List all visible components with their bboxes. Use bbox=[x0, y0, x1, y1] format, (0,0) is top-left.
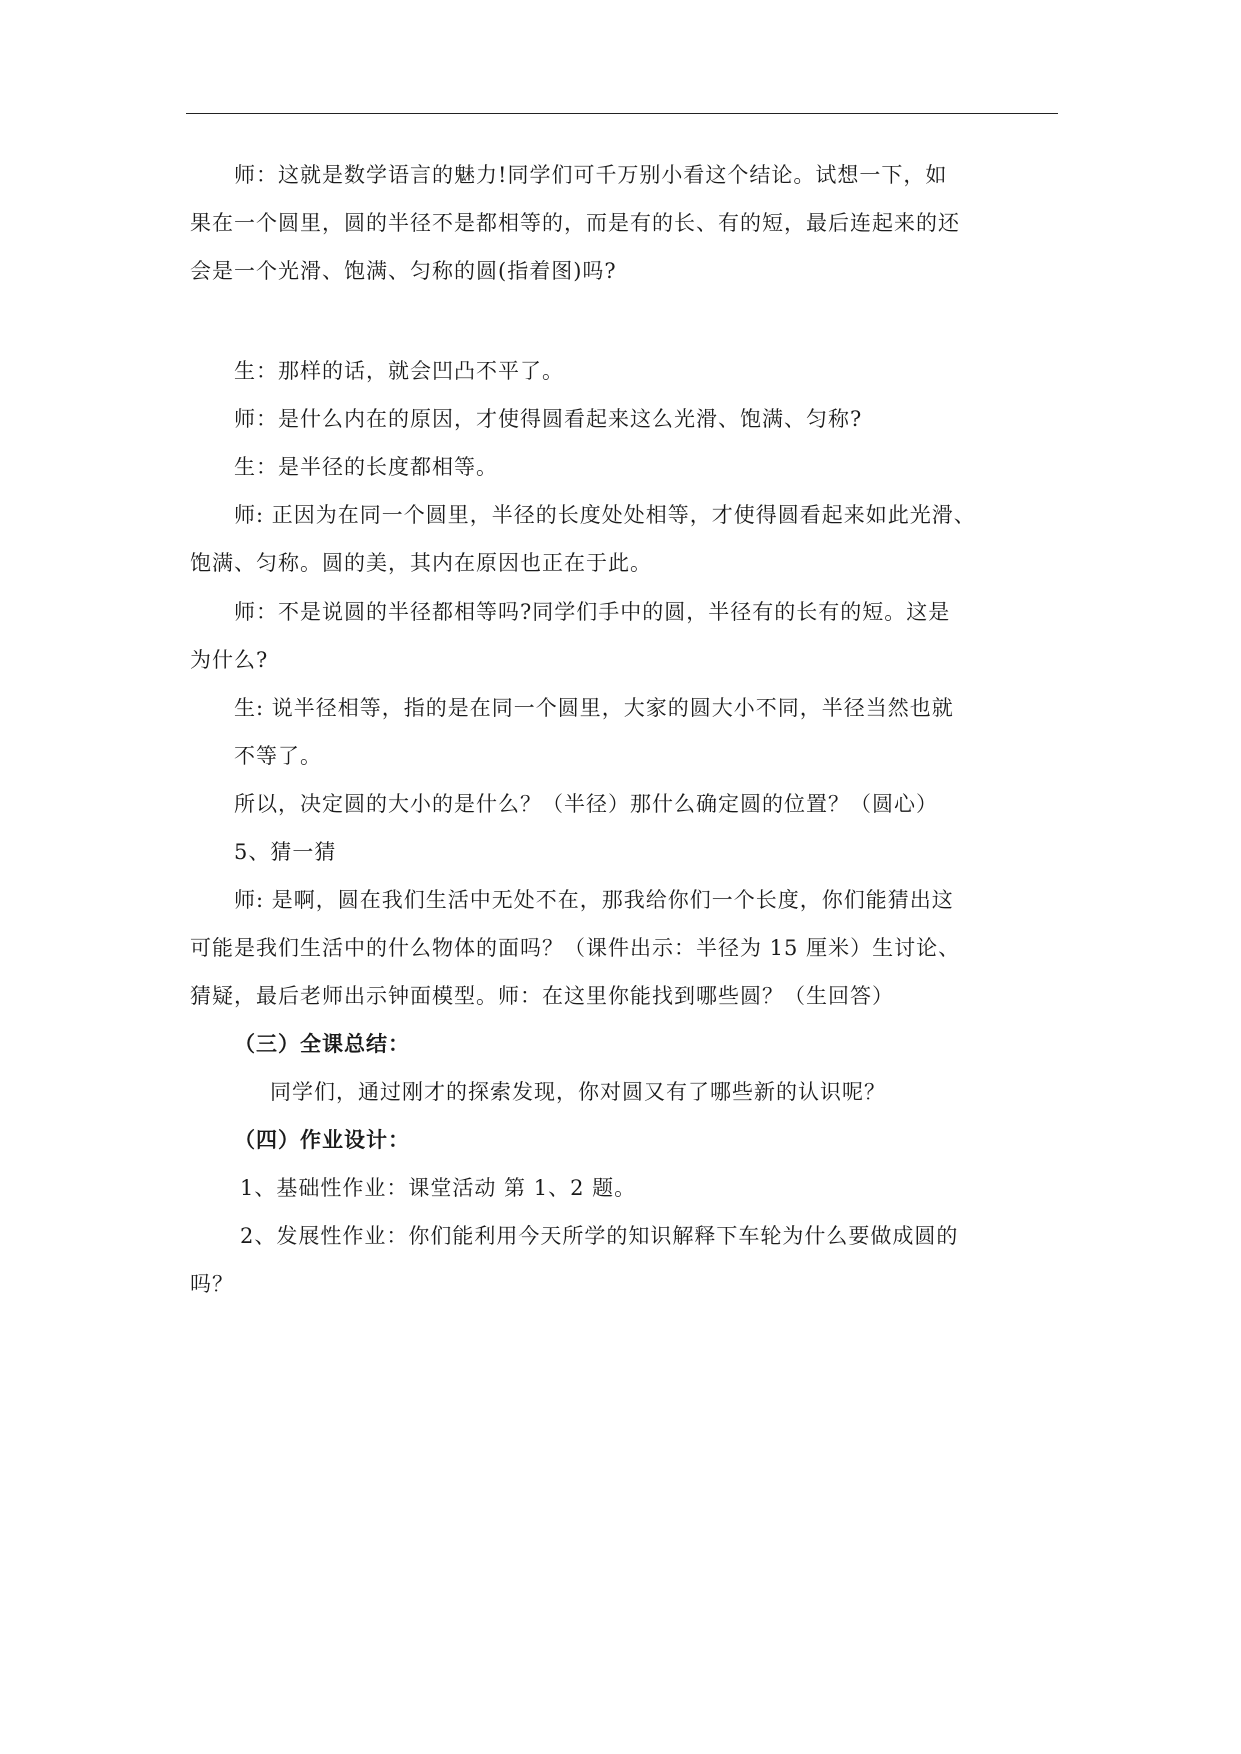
text-line: 师：是什么内在的原因，才使得圆看起来这么光滑、饱满、匀称? bbox=[234, 407, 863, 431]
text-line: 果在一个圆里，圆的半径不是都相等的，而是有的长、有的短，最后连起来的还 bbox=[190, 211, 960, 235]
text-line: 生：是半径的长度都相等。 bbox=[234, 455, 498, 479]
text-line: 2、发展性作业：你们能利用今天所学的知识解释下车轮为什么要做成圆的 bbox=[240, 1224, 959, 1248]
text-line: 师: 正因为在同一个圆里，半径的长度处处相等，才使得圆看起来如此光滑、 bbox=[234, 503, 976, 527]
text-line: 饱满、匀称。圆的美，其内在原因也正在于此。 bbox=[190, 551, 652, 575]
text-line: 不等了。 bbox=[234, 744, 322, 768]
header-rule bbox=[186, 113, 1058, 114]
text-line: 生：那样的话，就会凹凸不平了。 bbox=[234, 359, 564, 383]
text-line: 吗？ bbox=[190, 1272, 234, 1296]
section-item: 5、猜一猜 bbox=[234, 840, 337, 864]
text-line: 同学们，通过刚才的探索发现，你对圆又有了哪些新的认识呢？ bbox=[270, 1080, 886, 1104]
section-heading: （四）作业设计： bbox=[234, 1127, 410, 1152]
text-line: 师：不是说圆的半径都相等吗?同学们手中的圆，半径有的长有的短。这是 bbox=[234, 600, 951, 624]
text-line: 1、基础性作业：课堂活动 第 1、2 题。 bbox=[240, 1176, 637, 1200]
section-heading: （三）全课总结： bbox=[234, 1031, 410, 1056]
text-line: 生: 说半径相等，指的是在同一个圆里，大家的圆大小不同，半径当然也就 bbox=[234, 696, 954, 720]
text-line: 会是一个光滑、饱满、匀称的圆(指着图)吗? bbox=[190, 259, 617, 283]
text-line: 师：这就是数学语言的魅力!同学们可千万别小看这个结论。试想一下，如 bbox=[234, 163, 948, 187]
text-line: 猜疑，最后老师出示钟面模型。师：在这里你能找到哪些圆？（生回答） bbox=[190, 984, 894, 1008]
text-line: 师: 是啊，圆在我们生活中无处不在，那我给你们一个长度，你们能猜出这 bbox=[234, 888, 954, 912]
text-line: 为什么? bbox=[190, 648, 269, 672]
text-line: 所以，决定圆的大小的是什么？（半径）那什么确定圆的位置？（圆心） bbox=[234, 792, 938, 816]
text-line: 可能是我们生活中的什么物体的面吗？（课件出示：半径为 15 厘米）生讨论、 bbox=[190, 936, 961, 960]
